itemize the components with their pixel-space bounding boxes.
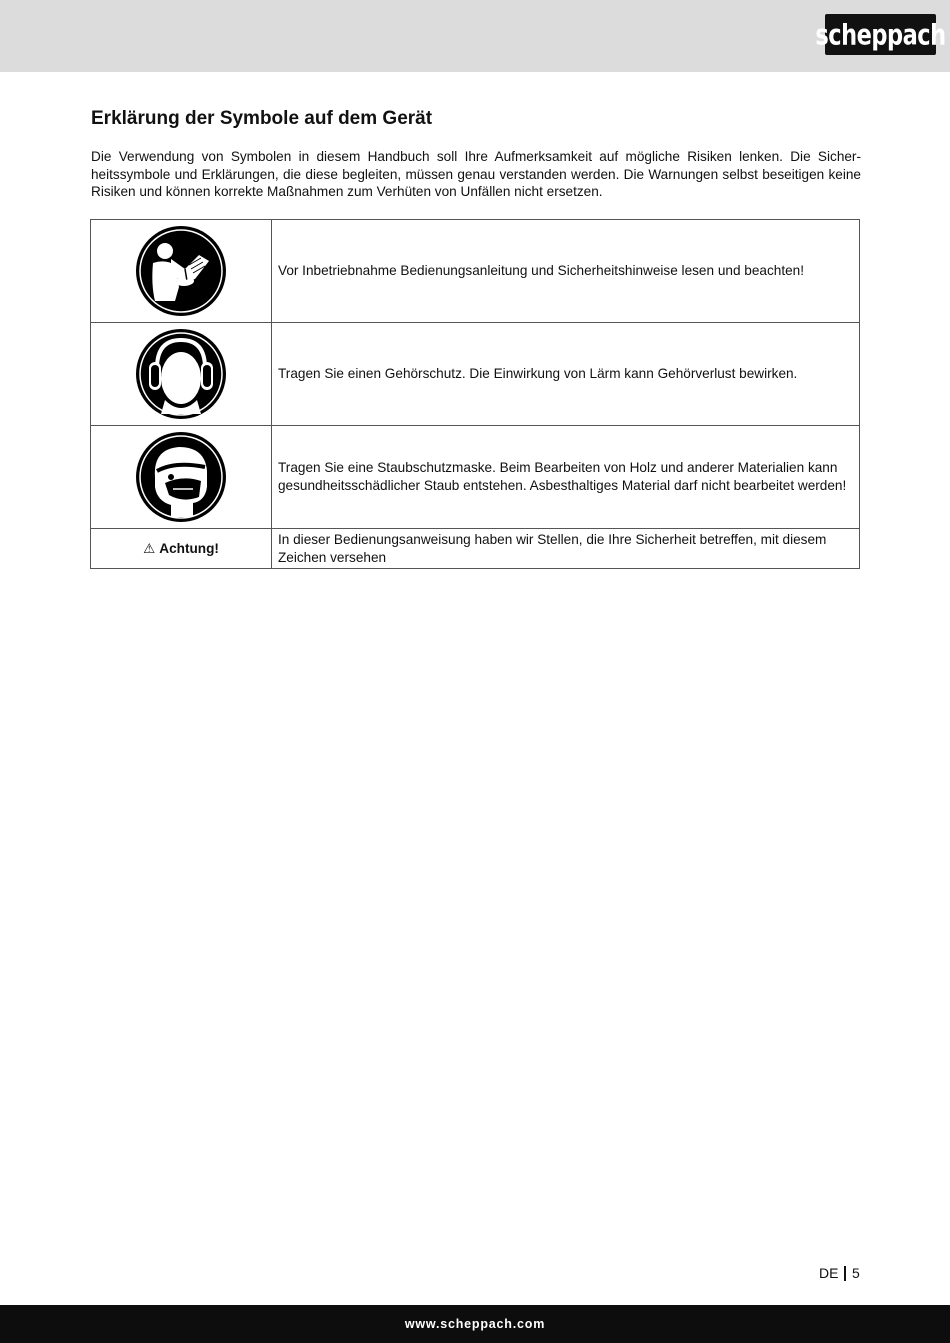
symbol-description: Tragen Sie eine Staubschutzmaske. Beim Bearbeiten von Holz und anderer Materialien kann gesundheitsschädlicher Staub entstehen. Asbesthaltiges Material darf nicht bearbeitet werden! <box>272 426 860 529</box>
symbol-cell <box>91 323 272 426</box>
symbol-cell <box>91 220 272 323</box>
footer-band <box>0 1305 950 1343</box>
warning-triangle-icon: ⚠ <box>143 540 156 556</box>
page-index: 5 <box>851 1265 860 1281</box>
table-row <box>91 323 860 426</box>
warning-description: In dieser Bedienungsanweisung haben wir Stellen, die Ihre Sicherheit betreffen, mit diesem Zeichen versehen <box>272 529 860 569</box>
table-row <box>91 426 860 529</box>
dust-mask-icon <box>135 431 227 523</box>
warning-label-cell <box>91 529 272 569</box>
scheppach-logo <box>815 14 946 55</box>
header-band <box>0 0 950 72</box>
page-number <box>819 1265 860 1281</box>
language-code: DE <box>819 1265 839 1281</box>
read-manual-icon <box>135 225 227 317</box>
symbol-description: Vor Inbetriebnahme Bedienungsanleitung und Sicherheitshinweise lesen und beachten! <box>272 220 860 323</box>
table-row <box>91 529 860 569</box>
symbol-table <box>90 219 860 569</box>
logo-text: scheppach <box>815 17 946 52</box>
ear-protection-icon <box>135 328 227 420</box>
footer-url: www.scheppach.com <box>404 1317 546 1331</box>
symbol-cell <box>91 426 272 529</box>
page-separator <box>844 1266 846 1281</box>
warning-label: Achtung! <box>159 540 219 556</box>
section-title: Erklärung der Symbole auf dem Gerät <box>91 108 433 129</box>
table-row <box>91 220 860 323</box>
intro-paragraph: Die Verwendung von Symbolen in diesem Handbuch soll Ihre Aufmerksamkeit auf mögliche Risiken lenken. Die Sicherheitssymbole und Erklärungen, die diese begleiten, müssen genau verstanden werden. Die Warnungen selbst beseitigen keine Risiken und können korrekte Maßnahmen zum Verhüten von Unfällen nicht ersetzen. <box>91 149 861 200</box>
symbol-description: Tragen Sie einen Gehörschutz. Die Einwirkung von Lärm kann Gehörverlust bewirken. <box>272 323 860 426</box>
